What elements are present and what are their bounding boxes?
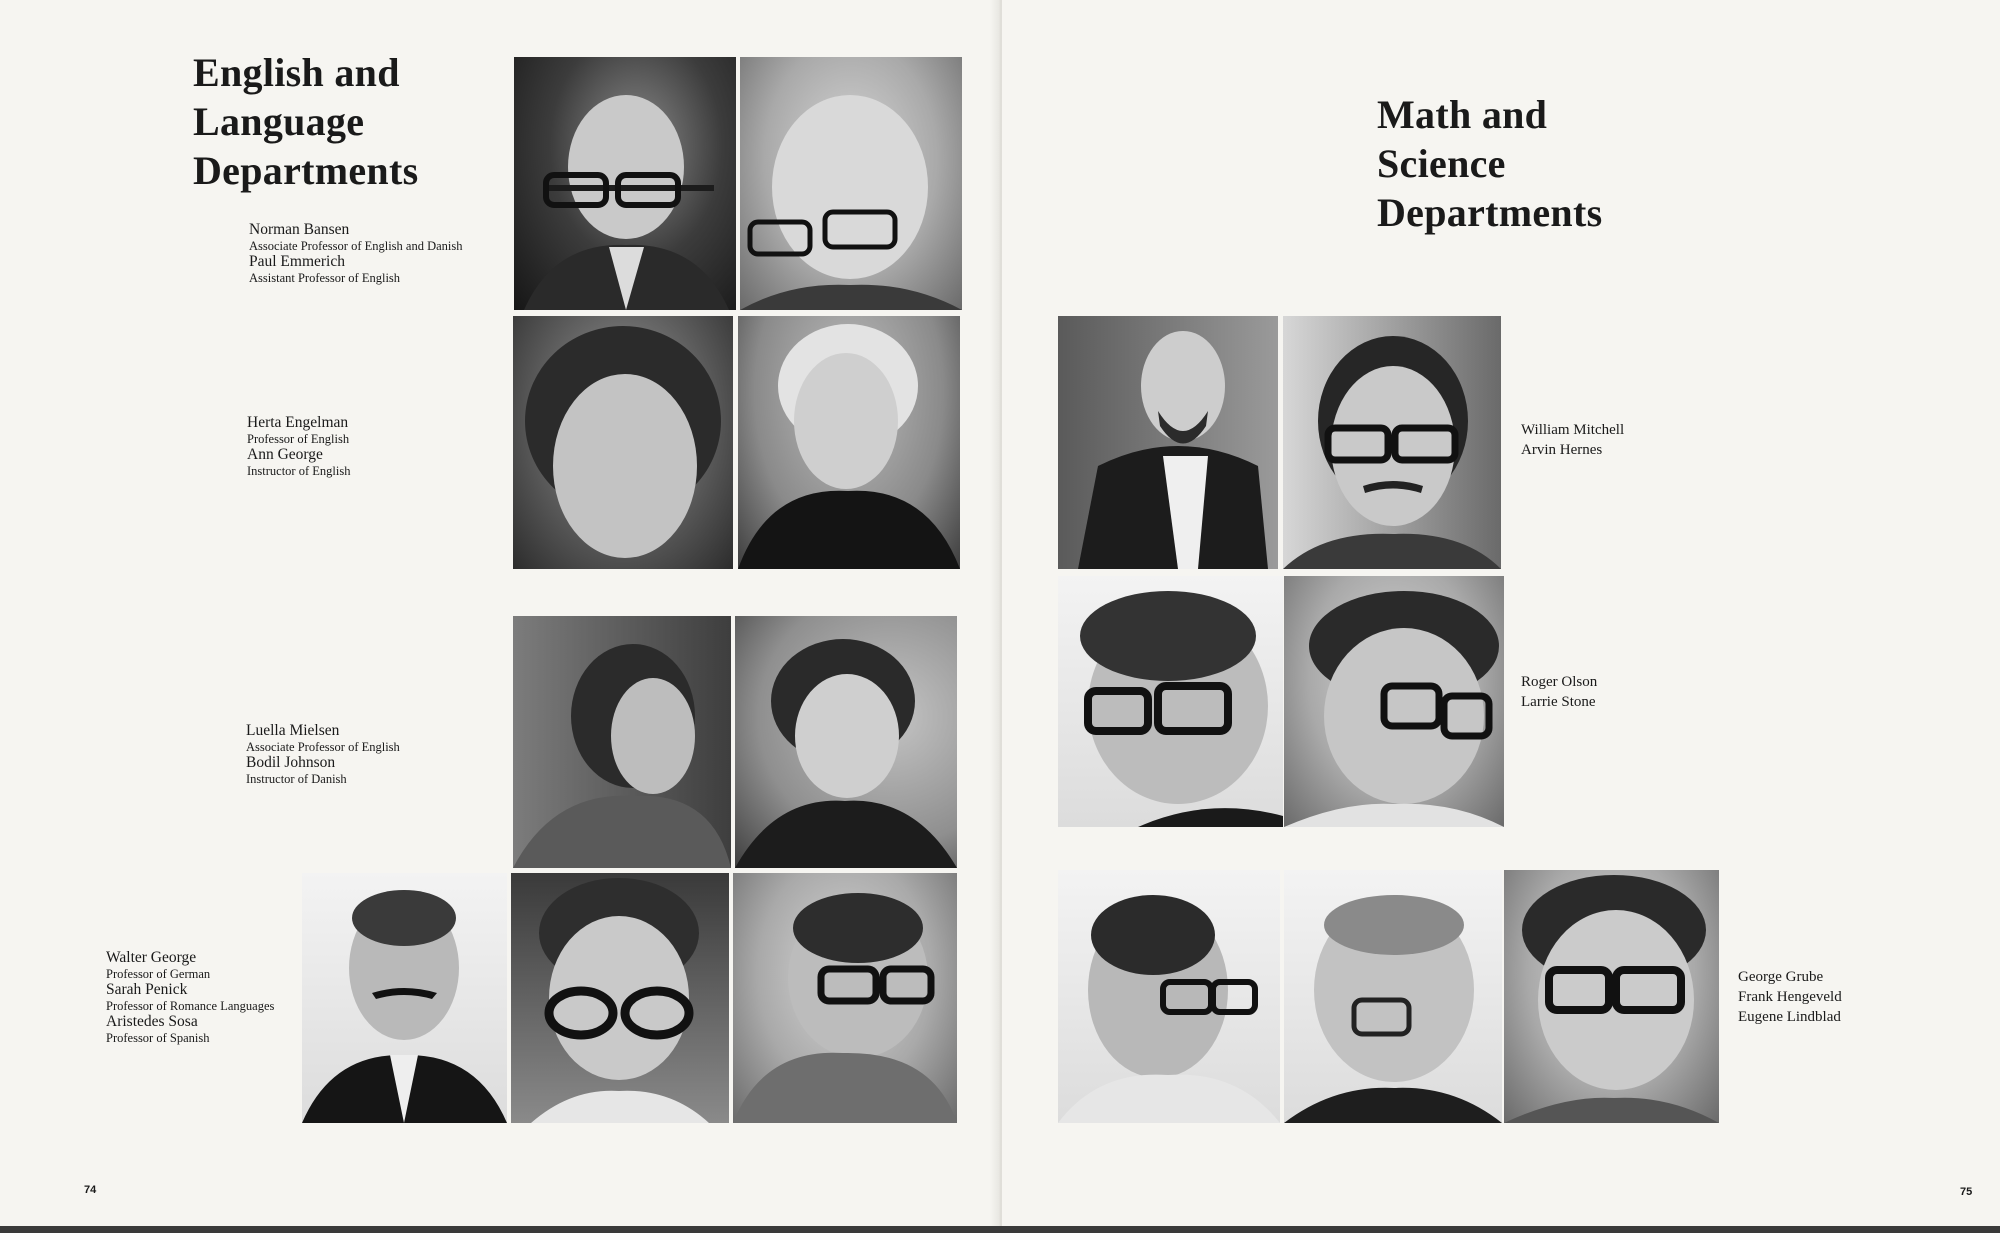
portrait-photo: [1058, 576, 1283, 827]
faculty-name: Walter George: [106, 949, 197, 966]
portrait-silhouette: [1284, 576, 1504, 827]
portrait-silhouette: [513, 316, 733, 569]
faculty-title: Associate Professor of English and Danish: [249, 239, 463, 253]
portrait-photo: [1504, 870, 1719, 1123]
faculty-name: Sarah Penick: [106, 981, 188, 998]
caption-grube-hengeveld-lindblad: [1738, 967, 1842, 1027]
page-bottom-edge: [0, 1226, 2000, 1233]
portrait-silhouette: [1284, 870, 1502, 1123]
portrait-silhouette: [1058, 870, 1280, 1123]
portrait-photo: [733, 873, 957, 1123]
faculty-name: Larrie Stone: [1521, 694, 1596, 710]
portrait-photo: [1284, 576, 1504, 827]
page-number: 75: [1960, 1186, 1973, 1198]
english-language-title: [193, 48, 418, 195]
portrait-silhouette: [511, 873, 729, 1123]
caption-bansen-emmerich: [249, 222, 463, 286]
portrait-silhouette: [1283, 316, 1501, 569]
portrait-silhouette: [740, 57, 962, 310]
caption-olson-stone: [1521, 672, 1597, 712]
portrait-photo: [513, 616, 731, 868]
portrait-photo: [1283, 316, 1501, 569]
portrait-silhouette: [302, 873, 507, 1123]
faculty-name: Herta Engelman: [247, 414, 349, 431]
faculty-title: Instructor of English: [247, 464, 351, 478]
title-line: English and: [193, 50, 400, 95]
portrait-silhouette: [735, 616, 957, 868]
portrait-photo: [514, 57, 736, 310]
portrait-silhouette: [1504, 870, 1719, 1123]
portrait-photo: [740, 57, 962, 310]
faculty-name: Arvin Hernes: [1521, 442, 1603, 458]
caption-engelman-george: [247, 415, 350, 479]
faculty-title: Professor of English: [247, 432, 350, 446]
title-line: Science: [1377, 141, 1506, 186]
faculty-name: George Grube: [1738, 969, 1824, 985]
faculty-title: Associate Professor of English: [246, 740, 400, 754]
portrait-photo: [511, 873, 729, 1123]
portrait-silhouette: [738, 316, 960, 569]
portrait-photo: [735, 616, 957, 868]
faculty-name: Roger Olson: [1521, 674, 1598, 690]
faculty-title: Assistant Professor of English: [249, 271, 401, 285]
title-line: Math and: [1377, 92, 1548, 137]
math-science-title: [1377, 90, 1602, 237]
faculty-name: Bodil Johnson: [246, 754, 336, 771]
portrait-photo: [1058, 316, 1278, 569]
portrait-silhouette: [513, 616, 731, 868]
faculty-name: Eugene Lindblad: [1738, 1009, 1841, 1025]
faculty-name: William Mitchell: [1521, 422, 1625, 438]
left-page: [0, 0, 998, 1233]
portrait-silhouette: [733, 873, 957, 1123]
faculty-name: Aristedes Sosa: [106, 1013, 198, 1030]
portrait-photo: [513, 316, 733, 569]
faculty-title: Professor of German: [106, 967, 211, 981]
faculty-title: Professor of Spanish: [106, 1031, 210, 1045]
faculty-title: Professor of Romance Languages: [106, 999, 275, 1013]
faculty-name: Norman Bansen: [249, 221, 350, 238]
page-number: 74: [84, 1184, 97, 1196]
caption-mielsen-johnson: [246, 723, 400, 787]
faculty-name: Paul Emmerich: [249, 253, 345, 270]
faculty-name: Ann George: [247, 446, 323, 463]
title-line: Departments: [1377, 190, 1603, 235]
title-line: Language: [193, 99, 365, 144]
caption-mitchell-hernes: [1521, 420, 1624, 460]
faculty-name: Luella Mielsen: [246, 722, 340, 739]
caption-george-penick-sosa: [106, 950, 274, 1046]
portrait-photo: [738, 316, 960, 569]
right-page: [1002, 0, 2000, 1233]
portrait-photo: [1284, 870, 1502, 1123]
portrait-silhouette: [514, 57, 736, 310]
faculty-title: Instructor of Danish: [246, 772, 347, 786]
title-line: Departments: [193, 148, 419, 193]
portrait-silhouette: [1058, 576, 1283, 827]
portrait-photo: [302, 873, 507, 1123]
portrait-photo: [1058, 870, 1280, 1123]
portrait-silhouette: [1058, 316, 1278, 569]
faculty-name: Frank Hengeveld: [1738, 989, 1842, 1005]
